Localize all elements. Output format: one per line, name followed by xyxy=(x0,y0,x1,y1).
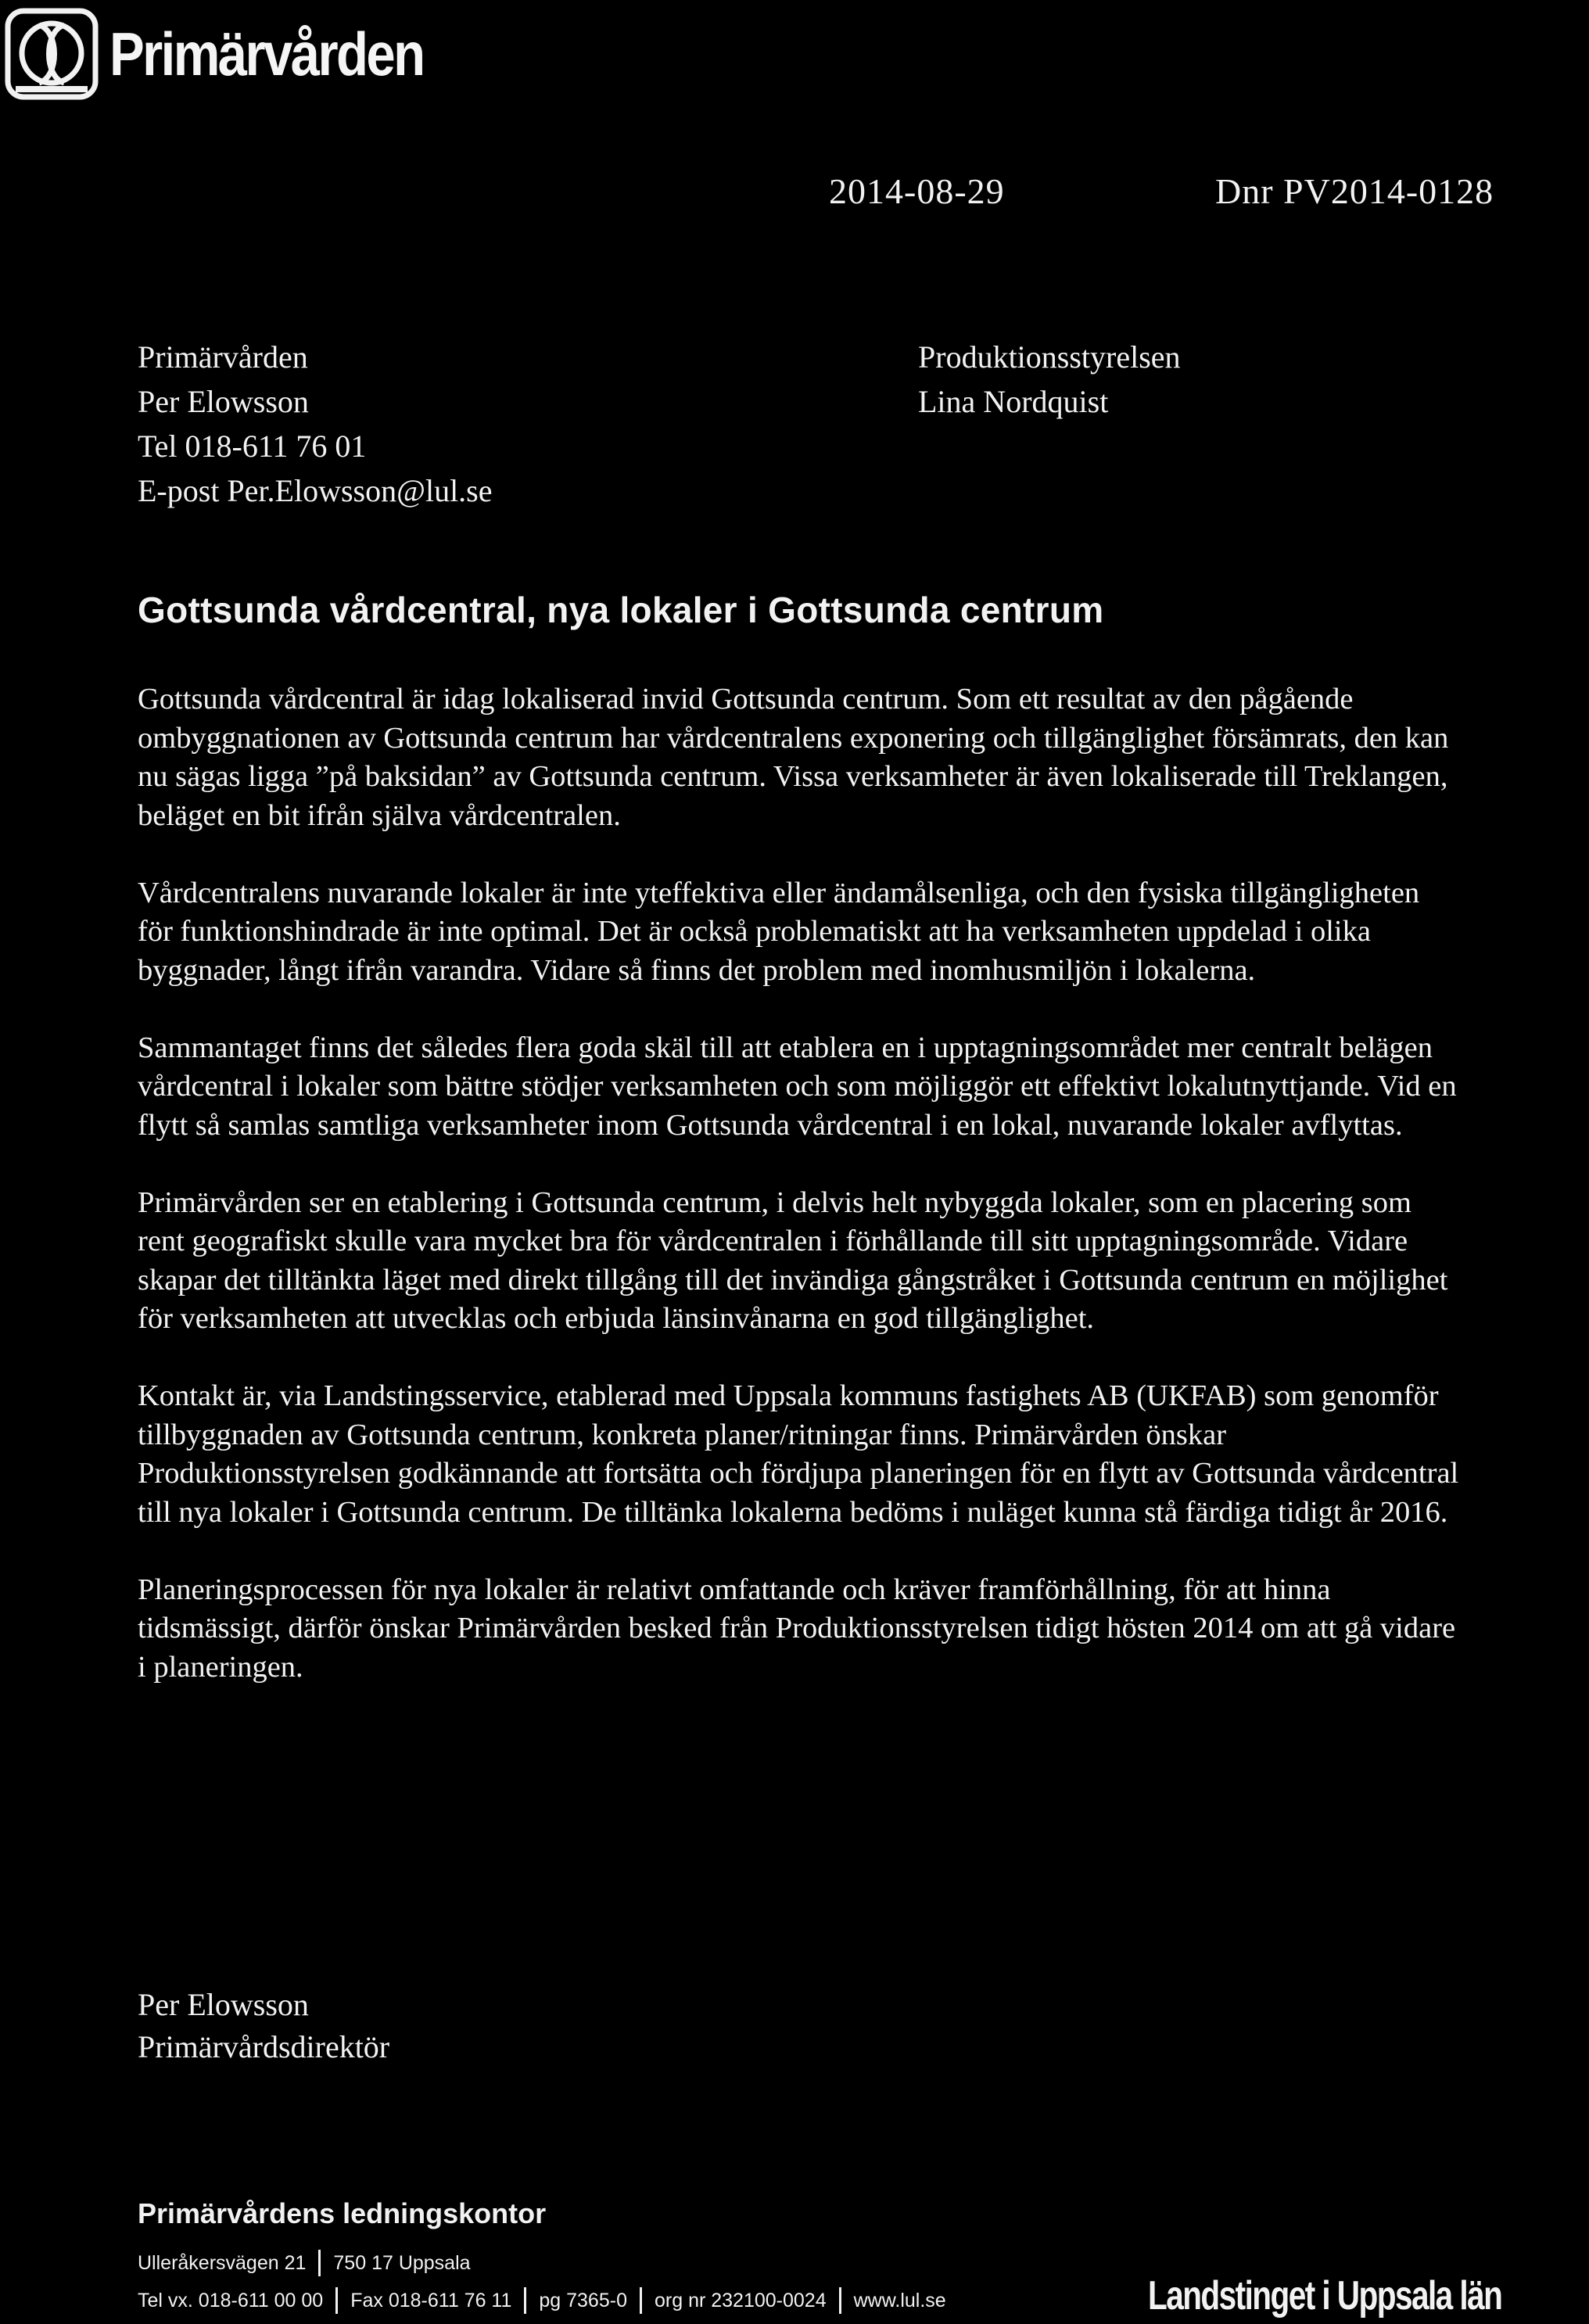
footer-separator xyxy=(524,2287,526,2314)
document-title: Gottsunda vårdcentral, nya lokaler i Gottsunda centrum xyxy=(138,590,1104,630)
footer-separator xyxy=(318,2250,321,2276)
county-council-logo: Landstinget i Uppsala län xyxy=(1148,2273,1502,2319)
org-name: Primärvården xyxy=(109,19,424,88)
document-number: Dnr PV2014-0128 xyxy=(1215,171,1494,211)
footer-separator xyxy=(640,2287,642,2314)
footer-phone: Tel vx. 018-611 00 00 xyxy=(138,2289,324,2311)
body-paragraph: Primärvården ser en etablering i Gottsunda centrum, i delvis helt nybyggda lokaler, som en placering som rent geografiskt skulle vara mycket bra för vårdcentralen i förhållande till sitt upptagningsområde. Vidare skapar det tilltänkta läget med direkt tillgång till det invändiga gångstråket i Gottsunda centrum en möjlighet för verksamheten att utvecklas och erbjuda länsinvånarna en god tillgänglighet. xyxy=(138,1185,1448,1335)
recipient-org: Produktionsstyrelsen xyxy=(918,339,1181,375)
letter-body xyxy=(138,680,1459,1726)
header-logo xyxy=(5,8,475,100)
footer-separator xyxy=(335,2287,338,2314)
body-paragraph: Sammantaget finns det således flera goda skäl till att etablera en i upptagningsområdet mer centralt belägen vårdcentral i lokaler som bättre stödjer verksamheten och som möjliggör ett effektivt lokalutnyttjande. Vid en flytt så samlas samtliga verksamheter inom Gottsunda vårdcentral i en lokal, nuvarande lokaler avflyttas. xyxy=(138,1031,1457,1142)
footer-pg: pg 7365-0 xyxy=(539,2289,627,2311)
signature-name: Per Elowsson xyxy=(138,1987,309,2022)
body-paragraph: Vårdcentralens nuvarande lokaler är inte yteffektiva eller ändamålsenliga, och den fysiska tillgängligheten för funktionshindrade är inte optimal. Det är också problematiskt att ha verksamheten uppdelad i olika byggnader, långt ifrån varandra. Vidare så finns det problem med inomhusmiljön i lokalerna. xyxy=(138,876,1420,987)
body-paragraph: Kontakt är, via Landstingsservice, etablerad med Uppsala kommuns fastighets AB (UKFAB) som genomför tillbyggnaden av Gottsunda centrum, konkreta planer/ritningar finns. Primärvården önskar Produktionsstyrelsen godkännande att fortsätta och fördjupa planeringen för en flytt av Gottsunda vårdcentral till nya lokaler i Gottsunda centrum. De tilltänka lokalerna bedöms i nuläget kunna stå färdiga tidigt år 2016. xyxy=(138,1379,1459,1529)
body-paragraph: Planeringsprocessen för nya lokaler är relativt omfattande och kräver framförhållning, för att hinna tidsmässigt, därför önskar Primärvården besked från Produktionsstyrelsen tidigt hösten 2014 om att gå vidare i planeringen. xyxy=(138,1573,1456,1684)
footer-fax: Fax 018-611 76 11 xyxy=(350,2289,512,2311)
signature-block xyxy=(138,1984,389,2068)
footer-website-link[interactable]: www.lul.se xyxy=(853,2289,946,2311)
sender-email: E-post Per.Elowsson@lul.se xyxy=(138,473,493,508)
footer-separator xyxy=(839,2287,841,2314)
sender-org: Primärvården xyxy=(138,339,308,375)
footer-office: Primärvårdens ledningskontor xyxy=(138,2197,547,2229)
document-date: 2014-08-29 xyxy=(829,171,1005,211)
signature-title: Primärvårdsdirektör xyxy=(138,2029,390,2064)
footer-street: Ulleråkersvägen 21 xyxy=(138,2251,307,2274)
footer-org-nr: org nr 232100-0024 xyxy=(654,2289,827,2311)
body-paragraph: Gottsunda vårdcentral är idag lokaliserad invid Gottsunda centrum. Som ett resultat av den pågående ombyggnationen av Gottsunda centrum har vårdcentralens exponering och tillgänglighet försämrats, den kan nu sägas ligga ”på baksidan” av Gottsunda centrum. Vissa verksamheter är även lokaliserade till Treklangen, beläget en bit ifrån själva vårdcentralen. xyxy=(138,683,1449,832)
sender-name: Per Elowsson xyxy=(138,384,309,419)
sender-block xyxy=(138,335,493,513)
recipient-block xyxy=(918,335,1181,424)
footer-postal: 750 17 Uppsala xyxy=(333,2251,471,2274)
recipient-name: Lina Nordquist xyxy=(918,384,1109,419)
footer-contact-line xyxy=(138,2287,946,2314)
footer-address-line xyxy=(138,2250,471,2276)
sender-phone: Tel 018-611 76 01 xyxy=(138,429,367,464)
primarvarden-logo-icon xyxy=(5,8,99,100)
